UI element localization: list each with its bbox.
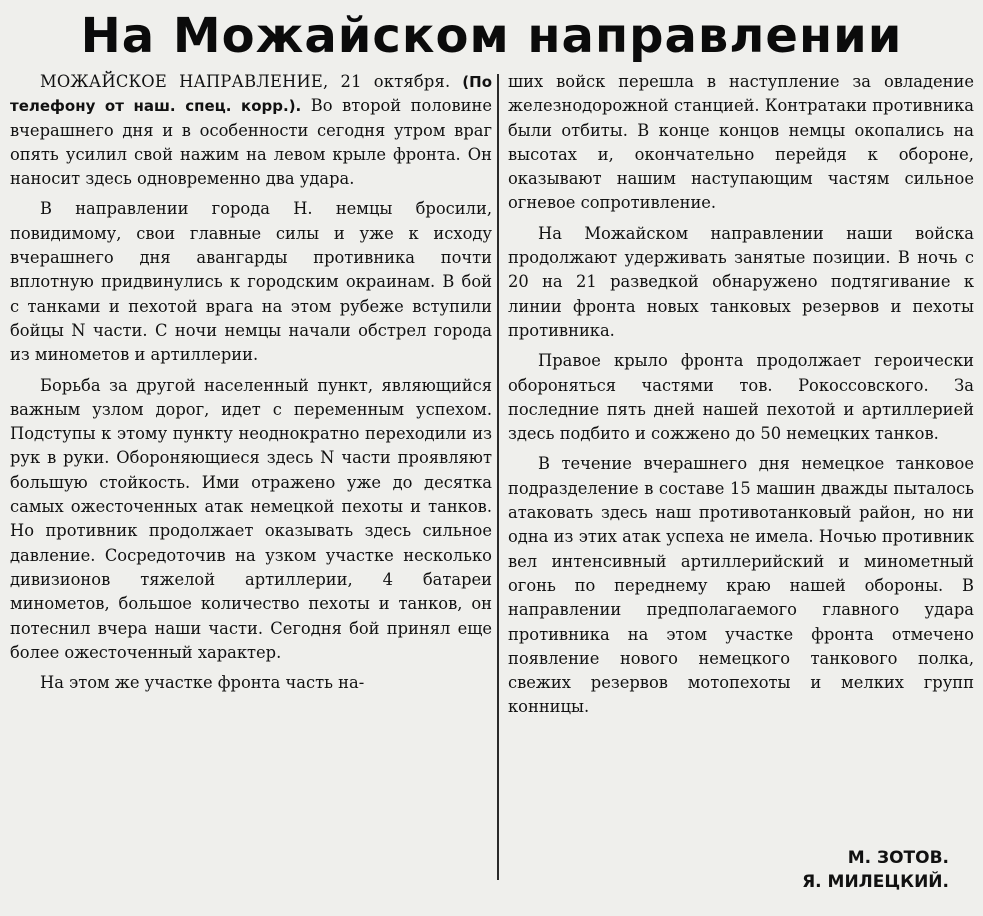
column-divider [497,74,499,880]
paragraph-4-continued: ших войск перешла в наступление за овладение железнодорожной станцией. Контратаки противника были отбиты. В конце концов немцы окопались на высотах и, окончательно перейдя к обороне, оказывают нашим наступающим частям сильное огневое сопротивление. [508,72,974,213]
author-signatures [802,846,949,894]
paragraph-7: В течение вчерашнего дня немецкое танковое подразделение в составе 15 машин дважды пыталось атаковать здесь наш противотанковый район, но ни одна из этих атак успеха не имела. Ночью противник вел интенсивный артиллерийский и минометный огонь по переднему краю нашей обороны. В направлении предполагаемого главного удара противника на этом участке фронта отмечено появление нового немецкого танкового полка, свежих резервов мотопехоты и мелких групп конницы. [508,454,974,717]
paragraph-3: Борьба за другой населенный пункт, являющийся важным узлом дорог, идет с переменным успехом. Подступы к этому пункту неоднократно переходили из рук в руки. Обороняющиеся здесь N части проявляют большую стойкость. Ими отражено уже до десятка самых ожесточенных атак немецкой пехоты и танков. Но противник продолжает оказывать здесь сильное давление. Сосредоточив на узком участке несколько дивизионов тяжелой артиллерии, 4 батареи минометов, большое количество пехоты и танков, он потеснил вчера наши части. Сегодня бой принял еще более ожесточенный характер. [10,375,492,662]
paragraph-6: Правое крыло фронта продолжает героически обороняться частями тов. Рокоссовского. За последние пять дней нашей пехотой и артиллерией здесь подбито и сожжено до 50 немецких танков. [508,351,974,444]
dateline: МОЖАЙСКОЕ НАПРАВЛЕНИЕ, 21 октября. [40,72,451,91]
article-column-right [508,70,974,916]
paragraph-1 [10,70,492,191]
author-name: Я. МИЛЕЦКИЙ. [802,872,949,892]
article-column-left [10,70,492,916]
paragraph-1-text: Во второй половине вчерашнего дня и в особенности сегодня утром враг опять усилил свой нажим на левом крыле фронта. Он наносит здесь одновременно два удара. [10,96,492,189]
paragraph-4-start: На этом же участке фронта часть на- [40,673,365,693]
headline: На Можайском направлении [80,8,903,64]
source-note: (По телефону от наш. спец. корр.). [10,73,492,116]
paragraph-2: В направлении города Н. немцы бросили, повидимому, свои главные силы и уже к исходу вчерашнего дня авангарды противника почти вплотную придвинулись к городским окраинам. В бой с танками и пехотой врага на этом рубеже вступили бойцы N части. С ночи немцы начали обстрел города из минометов и артиллерии. [10,199,492,365]
author-name: М. ЗОТОВ. [847,848,949,868]
paragraph-5: На Можайском направлении наши войска продолжают удерживать занятые позиции. В ночь с 20 на 21 разведкой обнаружено подтягивание к линии фронта новых танковых резервов и пехоты противника. [508,223,974,340]
